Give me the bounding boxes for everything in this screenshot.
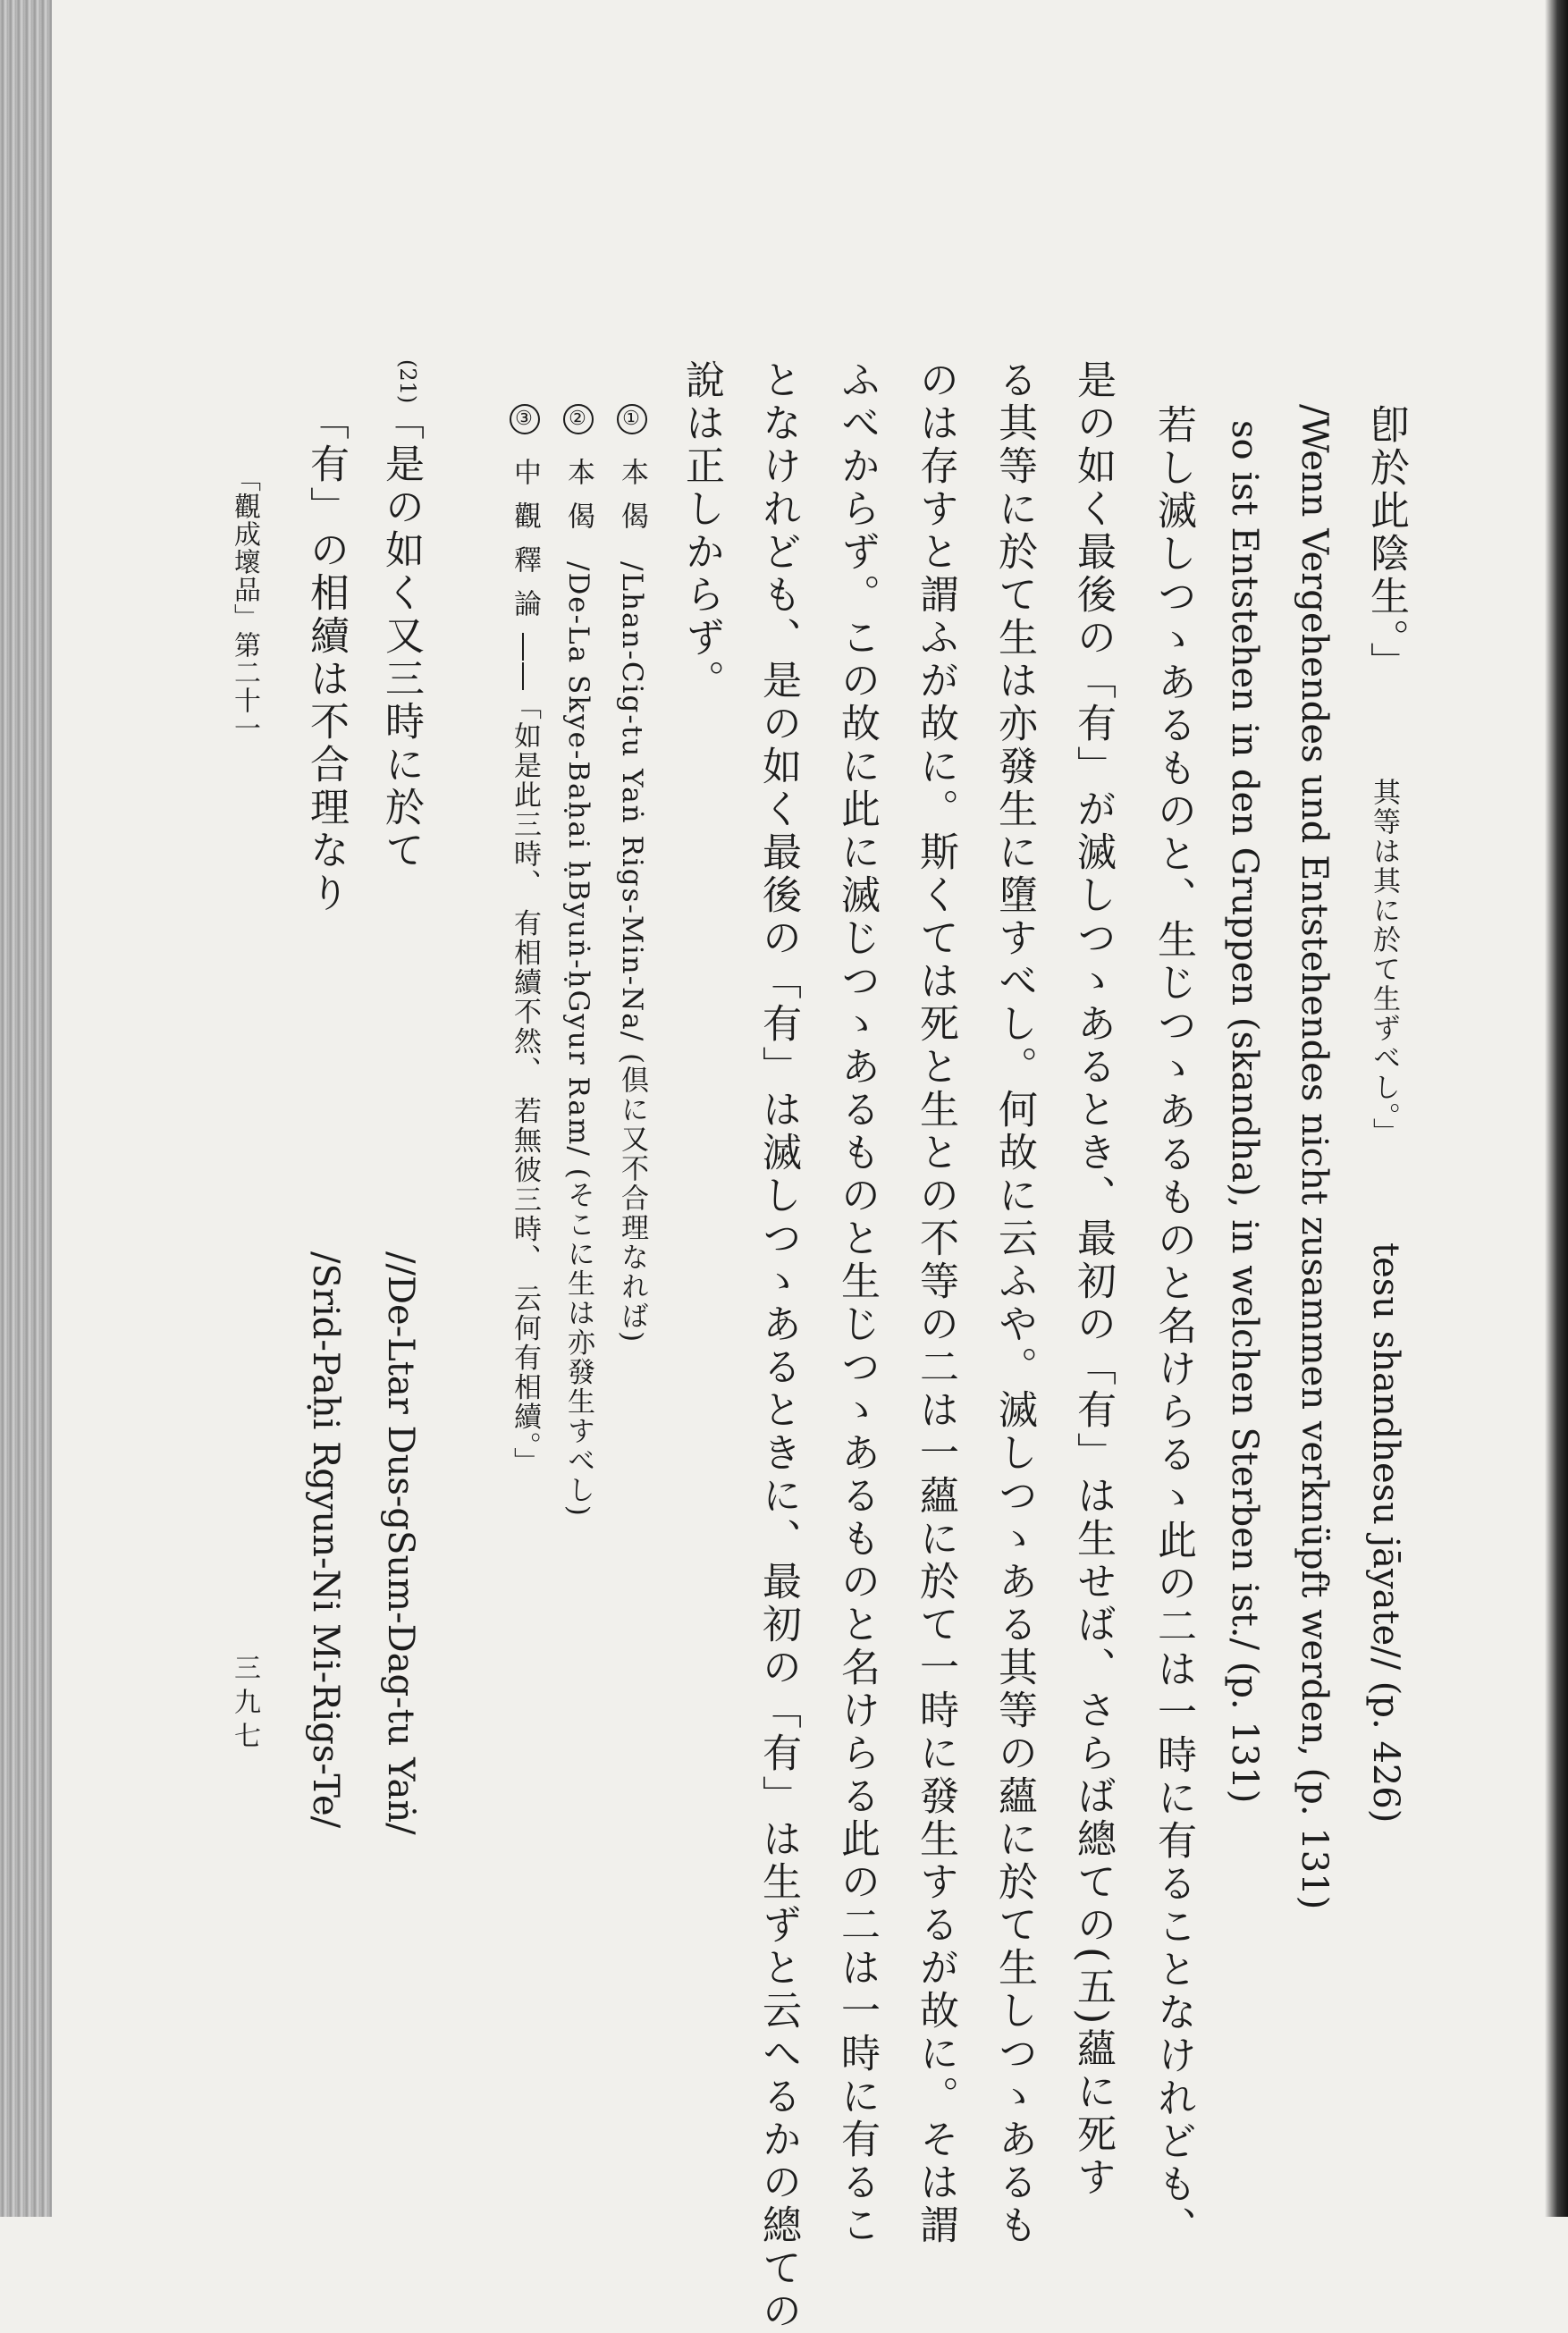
verse-21-line-1-tibetan: //De-Ltar Dus-gSum-Dag-tu Yaṅ/: [380, 1251, 421, 1835]
prose-line-7: 說は正しからず。: [679, 359, 724, 703]
prose-line-1: 若し滅しつゝあるものと、生じつゝあるものと名けらるゝ此の二は一時に有ることなけれども、: [1151, 404, 1196, 2249]
verse-line-1: 卽於此陰生。」: [1363, 404, 1409, 685]
verse-line-1-gloss: 其等は其に於て生ずべし。」: [1368, 778, 1400, 1148]
verse-21-line-2-tibetan: /Srid-Paḥi Rgyun-Ni Mi-Rigs-Te/: [305, 1251, 346, 1829]
footnote-mark: ②: [563, 404, 594, 434]
prose-line-6: となけれども、是の如く最後の「有」は滅しつゝあるときに、最初の「有」は生ずと云へるかの總ての: [755, 359, 801, 2333]
page-number: 三九七: [229, 1654, 260, 1756]
footnote-text: /De-La Skye-Baḥai ḥByuṅ-ḥGyur Ram/ (そこに生は亦發生すべし): [562, 561, 594, 1518]
footnote-label: 中觀釋論: [509, 458, 541, 633]
verse-number: (21): [395, 359, 420, 404]
verse-21-line-2: 「有」の相續は不合理なり: [303, 400, 349, 915]
footnote-1: [617, 404, 647, 1343]
prose-line-5: ふべからず。この故に此に滅じつゝあるものと生じつゝあるものと名けらる此の二は一時に有るこ: [834, 359, 880, 2247]
scan-left-edge: [0, 0, 52, 2217]
prose-line-3: る其等に於て生は亦發生に墮すべし。何故に云ふや。滅しつゝある其等の蘊に於て生しつゝあるも: [991, 359, 1037, 2247]
german-line-2: so ist Entstehen in den Gruppen (skandha), in welchen Sterben ist./ (p. 131): [1224, 420, 1265, 1804]
footnote-text: /Lhan-Cig-tu Yaṅ Rigs-Min-Na/ (倶に又不合理なれば): [616, 561, 648, 1344]
footnote-3: [510, 404, 540, 1477]
chapter-footer: 「觀成壞品」第二十一: [229, 465, 260, 742]
footnote-text: ――「如是此三時、 有相續不然、 若無彼三時、 云何有相續。」: [509, 633, 541, 1478]
footnote-2: [563, 404, 594, 1518]
footnote-mark: ③: [510, 404, 540, 434]
scan-right-edge: [1545, 0, 1568, 2217]
prose-line-2: 是の如く最後の「有」が滅しつゝあるとき、最初の「有」は生せば、さらば總ての(五)蘊に死す: [1070, 359, 1116, 2200]
footnote-label: 本偈: [616, 458, 648, 545]
footnote-label: 本偈: [562, 458, 594, 545]
german-line-1: /Wenn Vergehendes und Entstehendes nicht zusammen verknüpft werden, (p. 131): [1294, 404, 1335, 1910]
footnote-mark: ①: [617, 404, 647, 434]
prose-line-4: のは存すと謂ふが故に。斯くては死と生との不等の二は一蘊に於て一時に發生するが故に。そは謂: [913, 359, 958, 2247]
verse-line-1-sanskrit: tesu shandhesu jāyate// (p. 426): [1365, 1242, 1406, 1823]
verse-21-line-1: 「是の如く又三時に於て: [378, 400, 424, 872]
